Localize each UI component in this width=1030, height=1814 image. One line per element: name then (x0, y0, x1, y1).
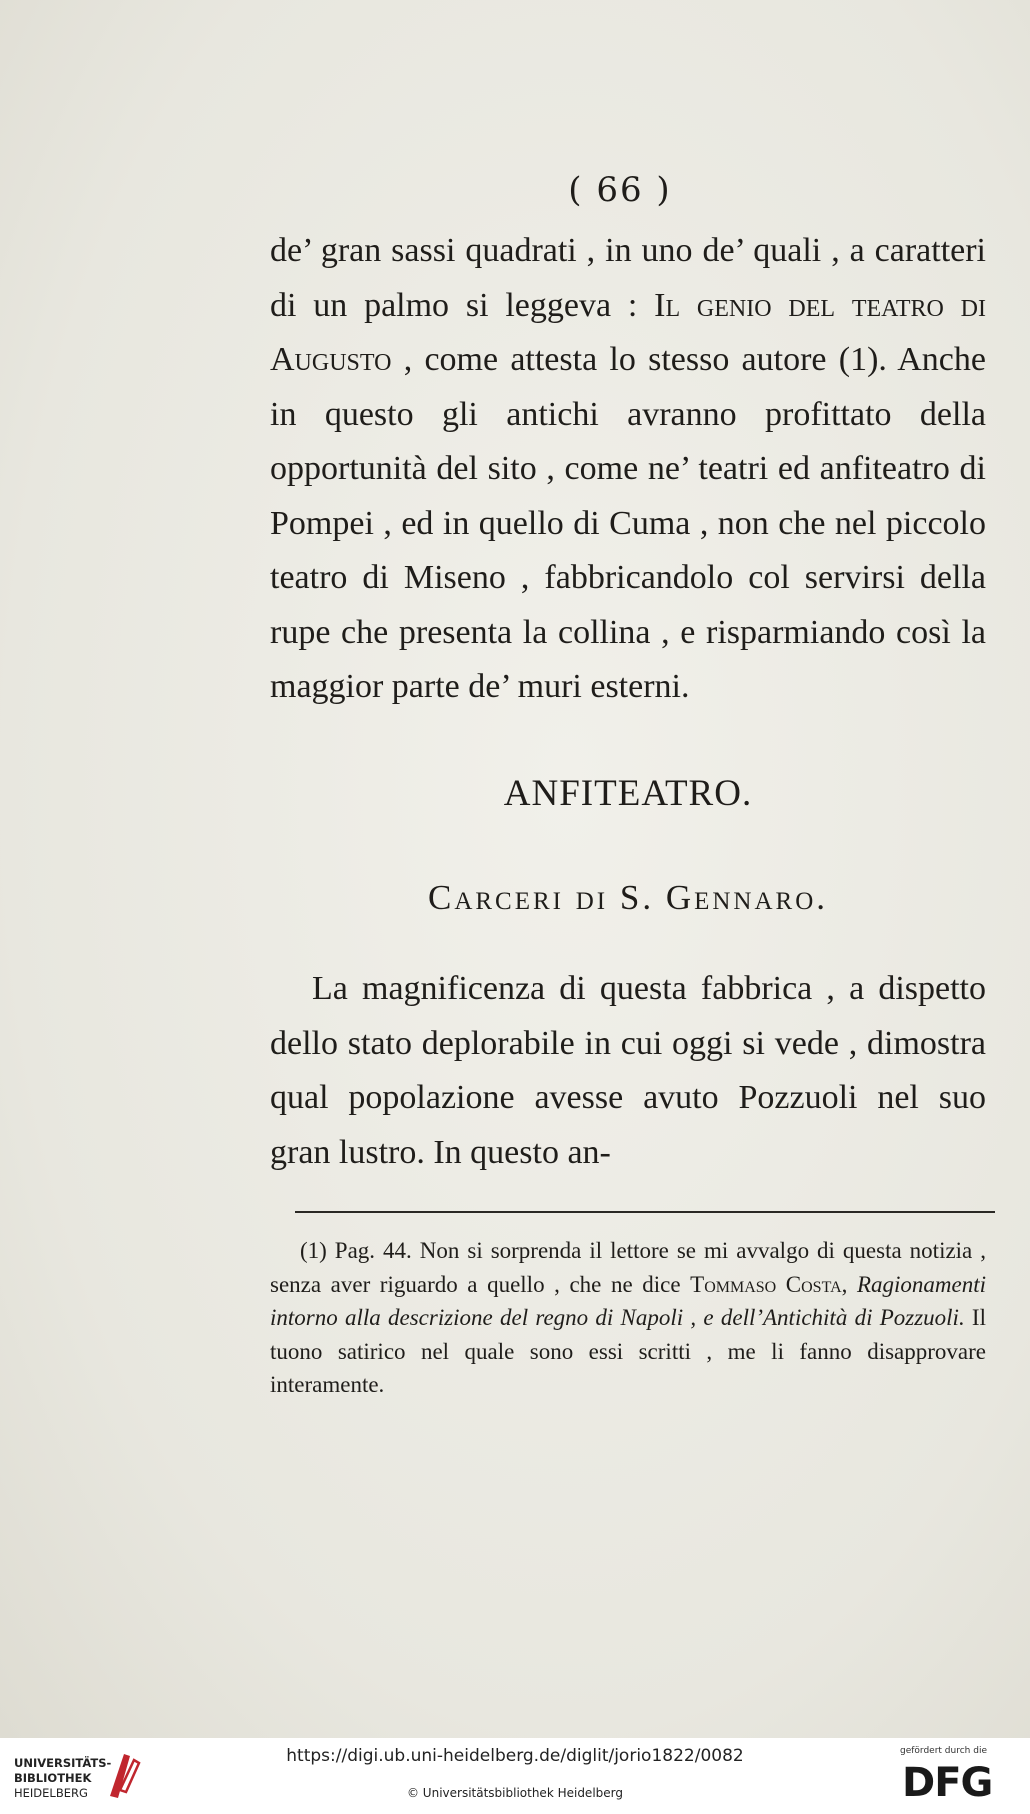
dfg-logo[interactable]: DFG (902, 1760, 993, 1806)
footnote-text-1: (1) Pag. 44. Non si sorprenda il lettore se mi avvalgo di questa notizia , senza aver riguardo a quello , che ne dice (270, 1238, 986, 1297)
library-name-line3: HEIDELBERG (14, 1786, 88, 1800)
body-line-3: , come attesta lo stesso autore (1). Anche in questo gli antichi avranno profittato della opportunità del sito , come ne’ teatri ed anfiteatro di Pompei , ed in quello di Cuma , non che nel piccolo teatro di Miseno , fabbricandolo col servirsi della rupe che presenta la collina , e risparmiando così la maggior parte de’ muri esterni. (270, 341, 986, 705)
body-paragraph-1 (270, 224, 986, 715)
footnote-text-2: , (841, 1271, 857, 1297)
library-logo[interactable] (14, 1756, 111, 1801)
footnote-author: Tommaso Costa (690, 1271, 842, 1297)
footnote (270, 1234, 986, 1402)
footnote-divider (295, 1211, 995, 1213)
page-number: ( 66 ) (568, 170, 672, 210)
copyright-notice: © Universitätsbibliothek Heidelberg (406, 1786, 623, 1800)
funding-note: gefördert durch die (900, 1746, 987, 1756)
library-name-line1: UNIVERSITÄTS- (14, 1756, 112, 1770)
library-emblem-icon (106, 1750, 142, 1800)
body-paragraph-2: La magnificenza di questa fabbrica , a dispetto dello stato deplorabile in cui oggi si vede , dimostra qual popolazione avesse avuto Pozzuoli nel suo gran lustro. In questo an- (270, 970, 986, 1171)
section-subheading: Carceri di S. Gennaro. (427, 878, 829, 917)
body-text (270, 224, 986, 715)
inscription-text: Il genio del teatro di Augusto (270, 286, 986, 378)
footnote-title: Ragionamenti intorno alla descrizione del regno di Napoli , e dell’Antichità di Pozzuoli. (270, 1271, 986, 1330)
body-line-1: de’ gran sassi quadrati , in uno de’ quali , a caratteri di un palmo si leggeva : (270, 232, 986, 324)
permalink-url[interactable]: https://digi.ub.uni-heidelberg.de/diglit/jorio1822/0082 (286, 1746, 744, 1766)
viewer-footer (0, 1738, 1030, 1814)
section-heading: ANFITEATRO. (503, 773, 753, 814)
footnote-text-3: Il tuono satirico nel quale sono essi scritti , me li fanno disapprovare interamente. (270, 1305, 986, 1397)
library-name-line2: BIBLIOTHEK (14, 1771, 92, 1785)
body-text-2 (270, 962, 986, 1180)
